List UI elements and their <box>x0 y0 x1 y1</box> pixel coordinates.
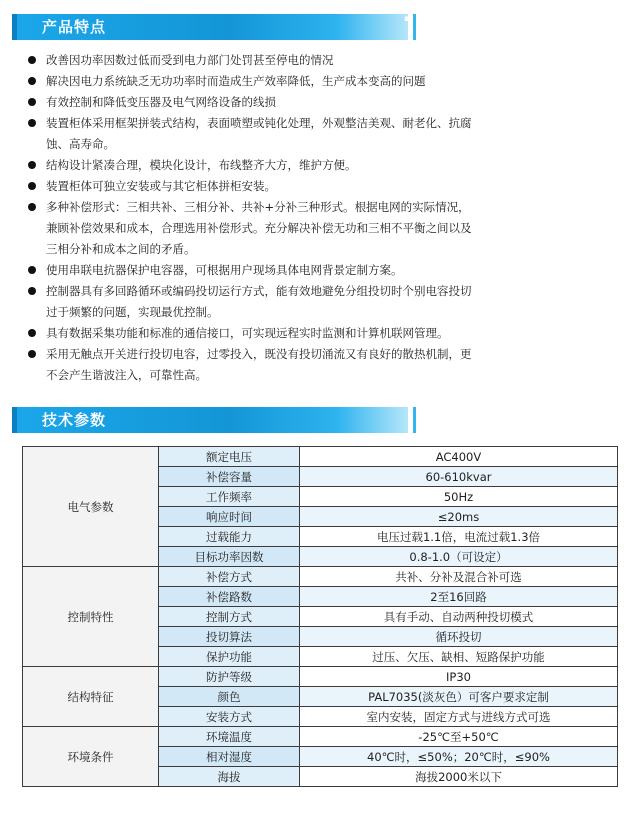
param-name: 相对湿度 <box>159 747 300 767</box>
feature-list <box>24 50 524 386</box>
param-name: 补偿容量 <box>159 467 300 487</box>
param-value: 共补、分补及混合补可选 <box>300 567 618 587</box>
param-value: 海拔2000米以下 <box>300 767 618 787</box>
feature-item <box>24 113 524 155</box>
param-value: IP30 <box>300 667 618 687</box>
param-value: 40℃时，≤50%；20℃时，≤90% <box>300 747 618 767</box>
feature-text-line: 兼顾补偿效果和成本，合理选用补偿形式。充分解决补偿无功和三相不平衡之间以及 <box>46 221 472 235</box>
table-row <box>23 447 618 467</box>
bullet-icon <box>28 77 36 85</box>
table-row <box>23 667 618 687</box>
param-category: 环境条件 <box>23 727 159 787</box>
param-name: 过载能力 <box>159 527 300 547</box>
param-value: 室内安装，固定方式与进线方式可选 <box>300 707 618 727</box>
param-value: 过压、欠压、缺相、短路保护功能 <box>300 647 618 667</box>
bullet-icon <box>28 329 36 337</box>
feature-item <box>24 323 524 344</box>
table-row <box>23 567 618 587</box>
param-name: 颜色 <box>159 687 300 707</box>
params-section-header <box>12 407 408 433</box>
param-name: 补偿方式 <box>159 567 300 587</box>
features-section-title: 产品特点 <box>42 18 107 36</box>
param-name: 额定电压 <box>159 447 300 467</box>
feature-text-line: 装置柜体采用框架拼装式结构，表面喷塑或钝化处理，外观整洁美观、耐老化、抗腐 <box>46 116 472 130</box>
bullet-icon <box>28 287 36 295</box>
bullet-icon <box>28 119 36 127</box>
param-value: 50Hz <box>300 487 618 507</box>
param-value: 循环投切 <box>300 627 618 647</box>
feature-text-line: 不会产生谐波注入，可靠性高。 <box>46 368 207 382</box>
feature-item <box>24 50 524 71</box>
feature-item <box>24 281 524 323</box>
feature-text-line: 解决因电力系统缺乏无功功率时而造成生产效率降低，生产成本变高的问题 <box>46 74 426 88</box>
feature-item <box>24 92 524 113</box>
param-category: 电气参数 <box>23 447 159 567</box>
param-name: 控制方式 <box>159 607 300 627</box>
feature-text-line: 结构设计紧凑合理，模块化设计，布线整齐大方，维护方便。 <box>46 158 357 172</box>
param-value: 具有手动、自动两种投切模式 <box>300 607 618 627</box>
param-category: 结构特征 <box>23 667 159 727</box>
feature-text-line: 多种补偿形式：三相共补、三相分补、共补+分补三种形式。根据电网的实际情况， <box>46 200 470 214</box>
param-value: ≤20ms <box>300 507 618 527</box>
param-value: AC400V <box>300 447 618 467</box>
header-corner-mark: ▪ <box>403 14 410 24</box>
param-value: 60-610kvar <box>300 467 618 487</box>
feature-item <box>24 197 524 260</box>
feature-text-line: 三相分补和成本之间的矛盾。 <box>46 242 196 256</box>
bullet-icon <box>28 182 36 190</box>
param-category: 控制特性 <box>23 567 159 667</box>
bullet-icon <box>28 98 36 106</box>
feature-text-line: 具有数据采集功能和标准的通信接口，可实现远程实时监测和计算机联网管理。 <box>46 326 449 340</box>
feature-item <box>24 260 524 281</box>
param-name: 目标功率因数 <box>159 547 300 567</box>
param-name: 投切算法 <box>159 627 300 647</box>
param-name: 补偿路数 <box>159 587 300 607</box>
bullet-icon <box>28 350 36 358</box>
feature-item <box>24 176 524 197</box>
feature-text-line: 使用串联电抗器保护电容器，可根据用户现场具体电网背景定制方案。 <box>46 263 403 277</box>
param-name: 安装方式 <box>159 707 300 727</box>
feature-item <box>24 344 524 386</box>
feature-text-line: 有效控制和降低变压器及电气网络设备的线损 <box>46 95 276 109</box>
feature-text-line: 蚀、高寿命。 <box>46 137 115 151</box>
param-value: PAL7035(淡灰色）可客户要求定制 <box>300 687 618 707</box>
technical-parameters-table <box>22 446 618 787</box>
feature-text-line: 改善因功率因数过低而受到电力部门处罚甚至停电的情况 <box>46 53 334 67</box>
param-value: -25℃至+50℃ <box>300 727 618 747</box>
features-section-header <box>12 14 408 40</box>
param-name: 响应时间 <box>159 507 300 527</box>
param-name: 防护等级 <box>159 667 300 687</box>
bullet-icon <box>28 161 36 169</box>
params-section-title: 技术参数 <box>42 411 107 429</box>
bullet-icon <box>28 56 36 64</box>
feature-item <box>24 155 524 176</box>
param-value: 电压过载1.1倍，电流过载1.3倍 <box>300 527 618 547</box>
feature-text-line: 过于频繁的问题，实现最优控制。 <box>46 305 219 319</box>
param-value: 0.8-1.0（可设定） <box>300 547 618 567</box>
param-name: 海拔 <box>159 767 300 787</box>
table-row <box>23 727 618 747</box>
feature-text-line: 采用无触点开关进行投切电容，过零投入，既没有投切涌流又有良好的散热机制，更 <box>46 347 472 361</box>
param-name: 保护功能 <box>159 647 300 667</box>
param-name: 工作频率 <box>159 487 300 507</box>
param-value: 2至16回路 <box>300 587 618 607</box>
parameters-table-body <box>23 447 618 787</box>
feature-text-line: 控制器具有多回路循环或编码投切运行方式，能有效地避免分组投切时个别电容投切 <box>46 284 472 298</box>
bullet-icon <box>28 203 36 211</box>
feature-item <box>24 71 524 92</box>
bullet-icon <box>28 266 36 274</box>
feature-text-line: 装置柜体可独立安装或与其它柜体拼柜安装。 <box>46 179 276 193</box>
param-name: 环境温度 <box>159 727 300 747</box>
